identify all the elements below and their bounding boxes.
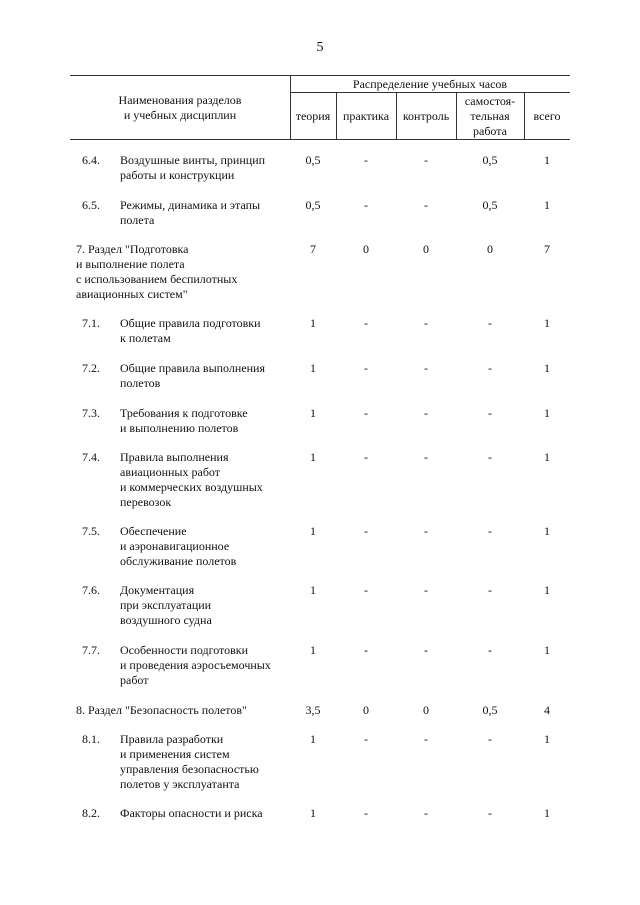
cell-control: - [424,406,428,420]
header-top-rule [70,75,570,76]
row-name: Требования к подготовке и выполнению полетов [120,406,248,435]
cell-control: - [424,643,428,657]
cell-theory: 0,5 [305,153,321,167]
cell-practice: - [364,643,368,657]
header-bottom-rule [70,139,570,140]
section-name: 7. Раздел "Подготовка и выполнение полета с использованием беспилотных авиационных систем" [76,242,238,301]
page-number: 5 [316,40,324,55]
cell-total: 1 [544,153,550,167]
cell-practice: - [364,153,368,167]
cell-control: - [424,198,428,212]
cell-total: 1 [544,450,550,464]
row-number: 7.3. [82,406,100,420]
header-col-self: самостоя- тельная работа [464,94,516,138]
row-number: 8.2. [82,806,100,820]
cell-total: 1 [544,524,550,538]
cell-self: - [488,806,492,820]
cell-total: 1 [544,198,550,212]
cell-practice: 0 [363,703,369,717]
cell-self: - [488,732,492,746]
header-col-control: контроль [402,109,450,123]
cell-total: 1 [544,643,550,657]
cell-self: - [488,406,492,420]
row-name: Правила выполнения авиационных работ и коммерческих воздушных перевозок [120,450,263,509]
cell-total: 1 [544,583,550,597]
row-name: Режимы, динамика и этапы полета [120,198,261,227]
row-number: 7.1. [82,316,100,330]
cell-theory: 3,5 [305,703,321,717]
cell-control: - [424,316,428,330]
cell-total: 1 [544,806,550,820]
cell-total: 1 [544,316,550,330]
cell-total: 1 [544,732,550,746]
cell-self: 0 [487,242,493,256]
cell-total: 1 [544,361,550,375]
cell-practice: - [364,316,368,330]
section-name: 8. Раздел "Безопасность полетов" [76,703,247,717]
cell-practice: - [364,524,368,538]
row-name: Воздушные винты, принцип работы и конструкции [120,153,266,182]
cell-practice: - [364,450,368,464]
row-name: Общие правила подготовки к полетам [120,316,261,345]
row-name: Документация при эксплуатации воздушного судна [120,583,212,627]
cell-self: - [488,316,492,330]
cell-practice: - [364,361,368,375]
row-number: 7.2. [82,361,100,375]
cell-theory: 1 [310,643,316,657]
cell-control: - [424,450,428,464]
row-number: 7.4. [82,450,100,464]
cell-self: - [488,643,492,657]
cell-practice: - [364,406,368,420]
cell-practice: 0 [363,242,369,256]
header-col-practice: практика [342,109,390,123]
cell-theory: 1 [310,361,316,375]
row-name: Правила разработки и применения систем управления безопасностью полетов у эксплуатанта [120,732,259,791]
cell-total: 1 [544,406,550,420]
cell-control: 0 [423,703,429,717]
cell-practice: - [364,198,368,212]
cell-control: 0 [423,242,429,256]
cell-self: - [488,450,492,464]
row-number: 8.1. [82,732,100,746]
cell-control: - [424,524,428,538]
cell-theory: 1 [310,406,316,420]
cell-theory: 1 [310,524,316,538]
row-number: 6.4. [82,153,100,167]
row-number: 7.5. [82,524,100,538]
cell-practice: - [364,583,368,597]
cell-theory: 0,5 [305,198,321,212]
row-name: Факторы опасности и риска [120,806,263,820]
cell-theory: 1 [310,732,316,746]
cell-control: - [424,583,428,597]
row-name: Общие правила выполнения полетов [120,361,266,390]
header-group-rule [290,92,570,93]
header-group-label: Распределение учебных часов [352,77,508,91]
cell-total: 4 [544,703,550,717]
cell-total: 7 [544,242,550,256]
cell-self: 0,5 [482,703,498,717]
cell-control: - [424,806,428,820]
cell-self: - [488,583,492,597]
row-number: 7.6. [82,583,100,597]
row-number: 7.7. [82,643,100,657]
cell-self: - [488,524,492,538]
cell-self: 0,5 [482,198,498,212]
header-col-name: Наименования разделов и учебных дисциплин [118,93,242,122]
cell-self: - [488,361,492,375]
cell-self: 0,5 [482,153,498,167]
header-col-theory: теория [295,109,331,123]
cell-theory: 1 [310,450,316,464]
header-col-total: всего [533,109,561,123]
cell-theory: 1 [310,583,316,597]
cell-control: - [424,153,428,167]
cell-practice: - [364,732,368,746]
row-name: Особенности подготовки и проведения аэросъемочных работ [120,643,271,687]
cell-theory: 1 [310,316,316,330]
cell-practice: - [364,806,368,820]
cell-theory: 7 [310,242,316,256]
row-number: 6.5. [82,198,100,212]
cell-control: - [424,732,428,746]
row-name: Обеспечение и аэронавигационное обслуживание полетов [120,524,237,568]
cell-control: - [424,361,428,375]
cell-theory: 1 [310,806,316,820]
